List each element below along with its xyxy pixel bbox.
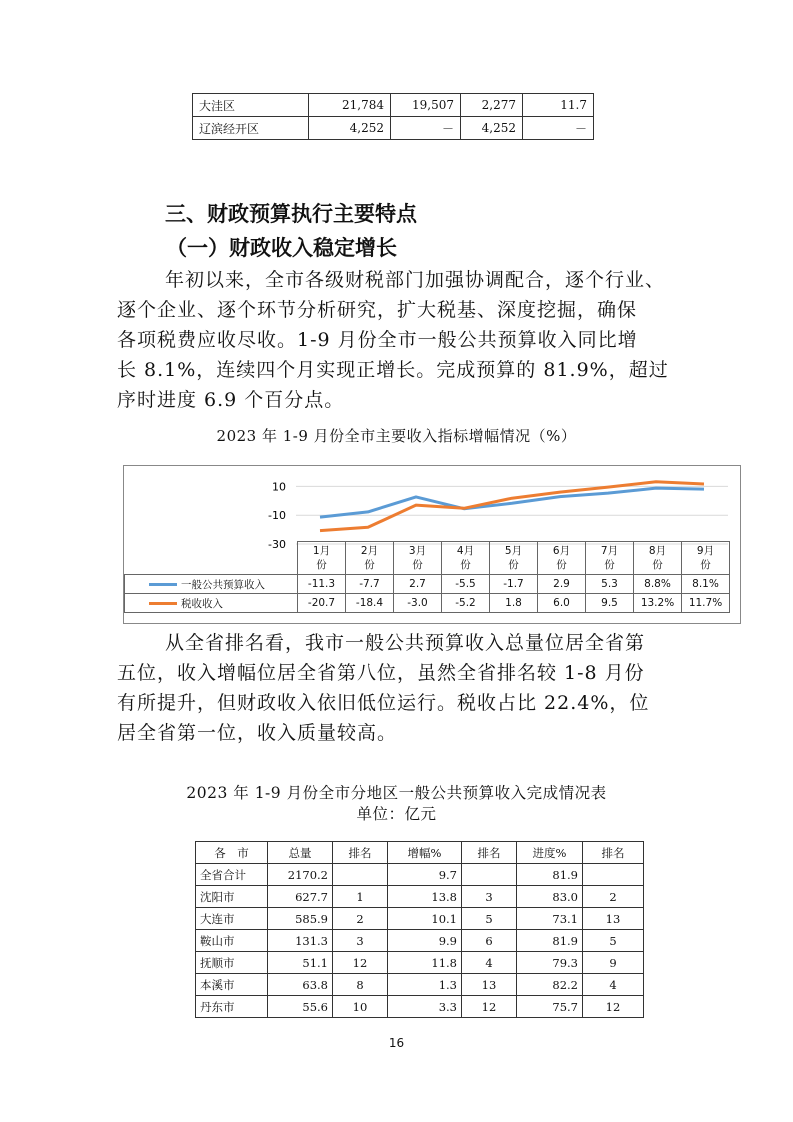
column-header: 总量 [268, 842, 333, 864]
table-cell: 3 [462, 886, 517, 908]
table-cell: 鞍山市 [196, 930, 268, 952]
table-cell: － [391, 117, 461, 140]
category-label: 5月 份 [490, 542, 538, 575]
section-heading: 三、财政预算执行主要特点 [165, 202, 417, 226]
paragraph-line: 居全省第一位，收入质量较高。 [117, 722, 398, 744]
table-cell: 大连市 [196, 908, 268, 930]
data-label: 8.8% [634, 575, 682, 594]
table-cell: 2,277 [461, 94, 523, 117]
column-header: 排名 [462, 842, 517, 864]
table-cell: 2 [333, 908, 388, 930]
legend-entry: 税收收入 [125, 594, 298, 613]
table-cell: 627.7 [268, 886, 333, 908]
paragraph-revenue-growth [117, 265, 681, 415]
table-cell: 1 [333, 886, 388, 908]
table-unit: 单位：亿元 [356, 805, 437, 823]
data-label: 8.1% [682, 575, 730, 594]
chart-data-table [124, 541, 730, 613]
table-cell: 585.9 [268, 908, 333, 930]
paragraph-line: 从全省排名看，我市一般公共预算收入总量位居全省第 [165, 632, 646, 654]
table-row [193, 94, 594, 117]
data-label: 9.5 [586, 594, 634, 613]
y-tick-label: 10 [272, 480, 286, 494]
table-cell: 3.3 [388, 996, 462, 1018]
table-cell: 4,252 [461, 117, 523, 140]
table-caption: 2023 年 1-9 月份全市分地区一般公共预算收入完成情况表 [186, 784, 607, 802]
data-label: -18.4 [346, 594, 394, 613]
table-cell: 19,507 [391, 94, 461, 117]
data-label: -3.0 [394, 594, 442, 613]
district-revenue-table [192, 93, 594, 140]
city-revenue-table [195, 841, 644, 1018]
chart-caption: 2023 年 1-9 月份全市主要收入指标增幅情况（%） [216, 427, 577, 445]
table-row [196, 886, 644, 908]
table-row [196, 996, 644, 1018]
paragraph-line: 逐个企业、逐个环节分析研究，扩大税基、深度挖掘，确保 [117, 299, 638, 321]
category-label: 2月 份 [346, 542, 394, 575]
paragraph-ranking [117, 628, 681, 748]
category-label: 6月 份 [538, 542, 586, 575]
category-label: 1月 份 [298, 542, 346, 575]
page-number: 16 [388, 1036, 405, 1050]
table-cell: 丹东市 [196, 996, 268, 1018]
y-tick-label: -10 [268, 509, 286, 523]
table-cell: 9 [583, 952, 644, 974]
data-label: 2.7 [394, 575, 442, 594]
table-cell: 75.7 [517, 996, 583, 1018]
table-cell: 大洼区 [193, 94, 309, 117]
column-header: 各 市 [196, 842, 268, 864]
table-cell: 11.7 [523, 94, 594, 117]
paragraph-line: 序时进度 6.9 个百分点。 [117, 389, 345, 411]
data-label: -1.7 [490, 575, 538, 594]
legend-swatch-icon [149, 583, 177, 586]
data-label: -5.2 [442, 594, 490, 613]
table-cell: 辽滨经开区 [193, 117, 309, 140]
data-label: 11.7% [682, 594, 730, 613]
table-cell: 2170.2 [268, 864, 333, 886]
chart-category-row [125, 542, 730, 575]
data-label: 2.9 [538, 575, 586, 594]
table-cell: 83.0 [517, 886, 583, 908]
table-cell [462, 864, 517, 886]
table-cell: 8 [333, 974, 388, 996]
table-header-row [196, 842, 644, 864]
data-label: 13.2% [634, 594, 682, 613]
category-label: 3月 份 [394, 542, 442, 575]
data-label: -11.3 [298, 575, 346, 594]
category-label: 7月 份 [586, 542, 634, 575]
column-header: 排名 [333, 842, 388, 864]
table-cell: 51.1 [268, 952, 333, 974]
table-cell: 2 [583, 886, 644, 908]
table-cell: 79.3 [517, 952, 583, 974]
table-cell: 13.8 [388, 886, 462, 908]
category-label: 4月 份 [442, 542, 490, 575]
data-label: 6.0 [538, 594, 586, 613]
category-label: 8月 份 [634, 542, 682, 575]
paragraph-line: 五位，收入增幅位居全省第八位，虽然全省排名较 1-8 月份 [117, 662, 645, 684]
data-label: 1.8 [490, 594, 538, 613]
paragraph-line: 年初以来，全市各级财税部门加强协调配合，逐个行业、 [165, 269, 666, 291]
table-cell: 1.3 [388, 974, 462, 996]
table-row [196, 974, 644, 996]
table-row [196, 864, 644, 886]
table-cell: 沈阳市 [196, 886, 268, 908]
data-label: -7.7 [346, 575, 394, 594]
table-cell [583, 864, 644, 886]
table-cell: 21,784 [309, 94, 391, 117]
y-tick-label: -30 [268, 538, 286, 551]
paragraph-line: 各项税费应收尽收。1-9 月份全市一般公共预算收入同比增 [117, 329, 638, 351]
table-cell: 10 [333, 996, 388, 1018]
table-cell: 本溪市 [196, 974, 268, 996]
table-cell: 10.1 [388, 908, 462, 930]
table-cell: 6 [462, 930, 517, 952]
column-header: 进度% [517, 842, 583, 864]
table-cell: 抚顺市 [196, 952, 268, 974]
sub-heading: （一）财政收入稳定增长 [166, 236, 397, 260]
table-row [196, 930, 644, 952]
table-cell: 81.9 [517, 930, 583, 952]
legend-entry: 一般公共预算收入 [125, 575, 298, 594]
table-cell: 12 [462, 996, 517, 1018]
table-row [196, 908, 644, 930]
table-cell [333, 864, 388, 886]
table-row [193, 117, 594, 140]
table-row [196, 952, 644, 974]
series-line-general-budget [320, 488, 704, 517]
table-cell: 63.8 [268, 974, 333, 996]
category-label: 9月 份 [682, 542, 730, 575]
table-cell: 12 [583, 996, 644, 1018]
table-cell: 5 [462, 908, 517, 930]
table-cell: 9.7 [388, 864, 462, 886]
table-cell: 82.2 [517, 974, 583, 996]
table-cell: 9.9 [388, 930, 462, 952]
table-cell: 81.9 [517, 864, 583, 886]
growth-chart [123, 465, 741, 624]
table-cell: 5 [583, 930, 644, 952]
table-cell: 4,252 [309, 117, 391, 140]
column-header: 排名 [583, 842, 644, 864]
table-cell: 全省合计 [196, 864, 268, 886]
table-cell: 131.3 [268, 930, 333, 952]
table-cell: 4 [583, 974, 644, 996]
series-row-tax [125, 594, 730, 613]
legend-swatch-icon [149, 602, 177, 605]
data-label: -20.7 [298, 594, 346, 613]
table-cell: 4 [462, 952, 517, 974]
table-cell: 73.1 [517, 908, 583, 930]
paragraph-line: 有所提升，但财政收入依旧低位运行。税收占比 22.4%，位 [117, 692, 650, 714]
series-row-general-budget [125, 575, 730, 594]
table-cell: 11.8 [388, 952, 462, 974]
table-cell: 3 [333, 930, 388, 952]
paragraph-line: 长 8.1%，连续四个月实现正增长。完成预算的 81.9%，超过 [117, 359, 669, 381]
table-cell: － [523, 117, 594, 140]
data-label: -5.5 [442, 575, 490, 594]
column-header: 增幅% [388, 842, 462, 864]
table-cell: 55.6 [268, 996, 333, 1018]
table-cell: 13 [462, 974, 517, 996]
table-cell: 12 [333, 952, 388, 974]
data-label: 5.3 [586, 575, 634, 594]
table-cell: 13 [583, 908, 644, 930]
